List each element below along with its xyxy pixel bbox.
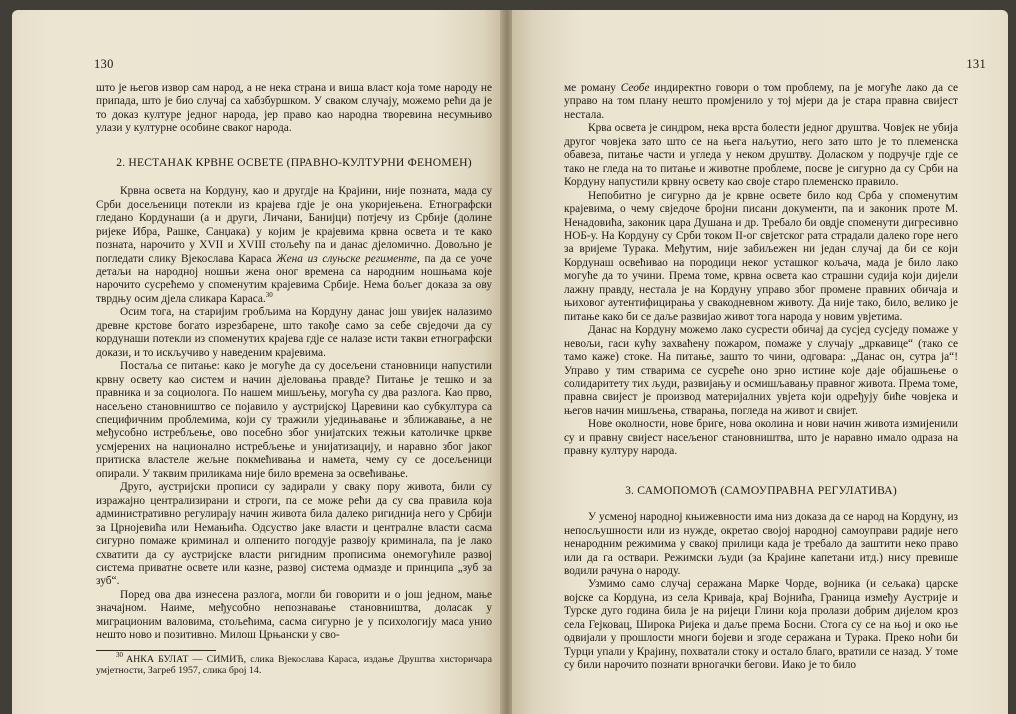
paragraph: Крва освета је синдром, нека врста болести једног друштва. Човјек не убија другог човјека зато што се на њега наљутио, него зато што је то племенска обавеза, питање части и угледа у неком друштву. Доласком у подручје гдје се тако не гледа на то питање и животне проблеме, посве је сигурно да су Срби на Кордуну напустили крвну освету као своје старо племенско правило. [564,122,958,189]
paragraph: Поред ова два изнесена разлога, могли би говорити и о још једном, мање значајном. Наиме, међусобно непознавање становништва, доласак у миграционим валовима, стољећима, сасма сигурно је у психологију маса унио нешто ново и позитивно. Милош Црњански у сво- [96,588,492,642]
section-heading: 3. САМОПОМОЋ (САМОУПРАВНА РЕГУЛАТИВА) [625,483,897,497]
italic-title: Жена из слуњске регименте [276,252,417,265]
paragraph: Осим тога, на старијим гробљима на Кордуну данас још увијек налазимо древне крстове богато изрезбарене, што такође само за себе свједочи да су кордунаши потекли из споменутих крајева гдје се налазе исти такви етнографски докази, и то искључиво у наведеним крајевима. [96,306,492,359]
paragraph [96,185,492,306]
paragraph: Друго, аустријски прописи су задирали у сваку пору живота, били су изражајно централизирани и строги, па се може рећи да су сва правила која административно регулирају начин живота била далеко ригиднија него у Србији за Црнојевића или Немањића. Одсуство јаке власти и централне власти сасма сигурно помаже криминал и олпенито погодује развоју криминала, па је лако схватити да су аустријске власти ригидним прописима онемогућиле развој система приватне освете или казне, развој система одмазде и принципа „зуб за зуб“. [96,481,492,588]
text-run: Крвна освета на Кордуну, као и другдје на Крајини, није позната, мада су Срби досељеници потекли из крајева гдје је она укоријењена. Етнографски гледано Кордунаши (а и други, Личани, Банијци) потјечу из Србије (долине ријеке Ибра, Рашке, Санџака) у којим је крајевима крвна освета и те како позната, нарочито у XVII и XVIII стољећу па и данас дјеломично. Довољно је погледати слику Вјекослава Караса [96,185,492,265]
section-heading: 2. НЕСТАНАК КРВНЕ ОСВЕТЕ (ПРАВНО-КУЛТУРНИ ФЕНОМЕН) [116,155,472,169]
paragraph: Постаља се питање: како је могуће да су досељени становници напустили крвну освету као систем и начин дјеловања правде? Питање је тешко и за правника и за социолога. По нашем мишљењу, могућа су два разлога. Као прво, насељено становништво се појавило у аустријској Царевини као субкултура са специфичним проблемима, који су тражили уједињавање и зближавање, а не међусобно истребљење, ово посебно због унијатских тежњи католичке цркве усмјерених на национално истребљење и унијатизацију, и наравно због јаког притиска властеле жељне покмећивања и намета, чему су се досељеници опирали. У таквим приликама није било времена за освећивање. [96,360,492,480]
paragraph: У усменој народној књижевности има низ доказа да се народ на Кордуну, из непосљушности или из нужде, окретао својој народној самоуправи радије него ненародним режимима у свакој прилици када је требало да заштити неко право или да га оствари. Режимски људи (за Крајине капетани итд.) нису превише водили рачуна о народу. [564,511,958,577]
footnote-rule [96,650,216,651]
paragraph: што је његов извор сам народ, а не нека страна и виша власт која томе народу не припада, што је био случај са хабзбуршком. У сваком случају, можемо рећи да је то доказ културе једног народа, јер право као народна творевина несумњиво улази у културне особине сваког народа. [96,82,492,135]
footnote-ref: 30 [265,291,273,300]
footnote [96,651,492,677]
paragraph: Данас на Кордуну можемо лако сусрести обичај да сусјед сусједу помаже у невољи, гаси кућу захваћену пожаром, помаже у случају „дркавице“ (тако се тамо каже) стоке. На питање, зашто то чини, одговара: „Данас он, сутра ја“! Управо у тим стварима се сусреће оно зрно истине које даје објашњење о солидаритету тих људи, развијању и осмишљавању правног живота. Према томе, правна свијест је производ материјалних увјета који одређују биће човјека и његов начин мишљења, стварања, погледа на живот и свијет. [564,324,958,417]
text-run: , па да се уоче детаљи на народној ношњи жена оног времена са народним ношњама које нарочито сусрећемо у споменутим крајевима Србије. Нема бољег доказа за ову тврдњу осим дјела сликара Караса. [96,252,492,305]
page-number: 130 [94,57,114,71]
paragraph [564,82,958,122]
text-run: индиректно говори о том проблему, па је могуће лако да се управо на том плану нешто промјенило у тој мјери да је стара правна свијест нестала. [564,82,958,121]
text-run: ме роману [564,82,621,94]
right-page [512,10,1008,714]
footnote-number: 30 [116,651,123,660]
footnote-text: АНКА БУЛАТ — СИМИЋ, слика Вјекослава Караса, издање Друштва хисторичара умјетности, Загреб 1957, слика број 14. [96,653,492,677]
left-page [12,10,502,714]
italic-title: Сеобе [620,82,650,94]
page-number: 131 [966,57,986,71]
paragraph: Нове околности, нове бриге, нова околина и нови начин живота измијенили су и правну свијест насељеног становништва, што је наравно имало одраза на правну културу народа. [564,418,958,458]
paragraph: Узмимо само случај серажана Марке Чорде, војника (и сељака) царске војске са Кордуна, из села Криваја, крај Војнића, Граница између Аустрије и Турске дуго година била је на ријеци Глини која пролази добрим дијелом кроз села Гејковац, Широка Ријека и даље према Босни. Стога су се на њој и око ње одвијали у прошлости многи бојеви и згоде серажана и Турака. Преко ноћи би Турци упали у Крајину, похватали стоку и остало благо, вратили се назад. У томе су били нарочито познати врногачки бегови. Иако је то било [564,578,958,672]
text-column [96,82,492,677]
text-column [564,82,958,673]
paragraph: Непобитно је сигурно да је крвне освете било код Срба у споменутим крајевима, о чему свједоче бројни писани документи, па и законик проте М. Ненадовића, законик цара Душана и др. Требало би овдје споменути дигресивно НОБ-у. На Кордуну су Срби током II-ог свјетског рата страдали далеко горе него за вријеме Турака. Међутим, није забиљежен ни један случај да би се који Кордунаш освећивао на породици неког усташког кољача, мада је било лако могуће да то учини. Према томе, крвна освета као страшни судија који дијели лажну правду, нестала је на Кордуну управо због промене правних обичаја и њиховог аутентифицирања у свакодневном животу. Да није тако, било, велико је питање како би се даље развијао живот тога народа у новим увјетима. [564,189,958,323]
